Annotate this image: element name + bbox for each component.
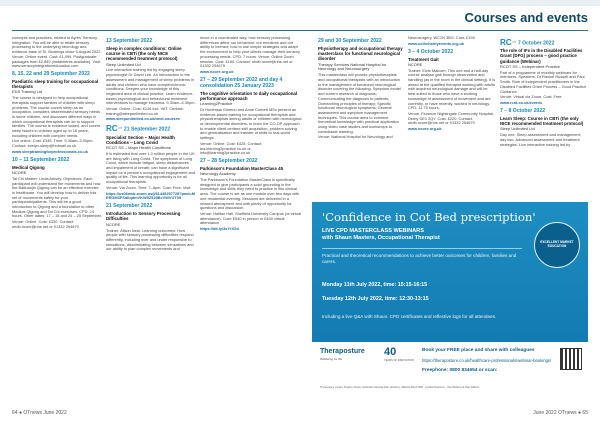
advert-small-print: Theraposture Limited, Kingdom House, Northwick Industrial Park, Westbury, Wiltshire BA13 4WB · Cynthia Pleasance – Paul Williams & Allan Williams bbox=[320, 386, 480, 389]
event-organiser: Neurology Academy bbox=[200, 171, 236, 177]
advert-session-2: Tuesday 12th July 2022, time: 12:30-13:15 bbox=[322, 296, 429, 302]
booking-cta: Book your FREE place and share with colleagues bbox=[422, 348, 535, 353]
event-title: The role of IFs in the Disabled Facilities Grant (DFG) process – good practice guidance (Webinar) bbox=[500, 48, 583, 64]
event-link[interactable]: www.rcot.co.uk/events bbox=[500, 99, 543, 105]
event-date bbox=[106, 125, 196, 133]
event-continuation: concepts and practices, related to Ayres' Sensory Integration. You will be able to relate sensory processing to the underlying neurology and evidence base of SI. Bookings close 5 August 2022. Venue: Online event. Cost: £1,099. Postgraduate packages from £2,849 (instalments available). Visit: www.sensoryintegrationeducation.com bbox=[12, 36, 102, 69]
event-continuation: Neurosurgery, WC1N 3BG. Cost: £195 bbox=[408, 36, 475, 40]
event-item bbox=[200, 78, 302, 156]
anniversary-text: YEARS OF INNOVATION bbox=[384, 359, 414, 362]
event-organiser: Therapy Services National Hospital for Neurology and Neurosurgery bbox=[318, 61, 387, 72]
event-item bbox=[408, 50, 496, 132]
events-column-3 bbox=[200, 36, 302, 396]
event-item bbox=[200, 159, 302, 232]
theraposture-logo: Theraposture bbox=[320, 348, 365, 355]
event-venue: Venue: Via Zoom. Time: 7–8pm. Cost: Free. Visit: bbox=[106, 184, 192, 190]
event-organiser: NCORE bbox=[106, 221, 121, 227]
event-description: Dr Hortensia Gimeno and Anne Corbett MSc present an evidence-based training for occupational therapists and physiotherapists seeing adults or children with neurological or developmental disorders, to learn the CO-OP approach to enable client-centred skill acquisition, problem solving and generalisation and transfer of skills to real-world settings. bbox=[200, 106, 302, 141]
event-description: Day one: Sleep assessment and management; day two: Advanced assessment and treatment strategies. Live interactive training led by bbox=[500, 132, 581, 147]
advert-description: Practical and theoretical recommendations to achieve better outcomes for children, families and carers. bbox=[322, 253, 517, 264]
event-title: Learn Sleep: Course in CBTi (the only NICE recommended treatment protocol) bbox=[500, 115, 584, 126]
award-badge-icon bbox=[534, 222, 580, 268]
event-venue: Live online. Cost: £345. Time: 9.30am–3.00pm. Contact: evelyn-sleep@hotmail.co.uk bbox=[12, 138, 94, 149]
event-description: The course is designed to help occupational therapists support families of children with sleep problems. The course covers sleep as an occupation, considers disseminated sensory needs in some children, and discusses different ways in which occupational therapists can do to support families. The course is evidence based, and covers sleep issues in children aged up to 16 years, including children with complex needs. bbox=[12, 95, 101, 138]
event-title: The cognitive orientation to daily occupational performance approach bbox=[200, 90, 298, 101]
freephone-number: Freephone: 0800 834654 or scan: bbox=[422, 368, 498, 373]
anniversary-number: 40 bbox=[384, 346, 397, 358]
event-date: 27 – 29 September 2022 and day 4 consolidation 25 January 2023 bbox=[200, 76, 283, 89]
event-organiser: EDS Training Ltd bbox=[12, 89, 43, 95]
event-organiser: NCORE bbox=[408, 61, 423, 67]
event-continuation: move in a coordinated way; how sensory processing differences affect our behaviour, our emotions and our ability to interact; how to use simple strategies and adapt the environment to help your clients manage their sensory processing needs. CPD: 7 hours. Venue: Online Zoom session. Cost: £160. Contact: uhdb.ncore@nhs.net or 01332 254679 bbox=[200, 36, 300, 69]
event-item bbox=[318, 39, 404, 140]
header-bar bbox=[0, 0, 600, 6]
event-organiser: RCOT SS – Major Health Conditions bbox=[106, 145, 171, 151]
event-venue: Venue: Florence Nightingale Community Hospital, Derby DE1 2QY. Cost: £220. Contact: uhdb.ncore@nhs.net or 01332 254679 bbox=[408, 110, 494, 126]
event-link[interactable]: www.sleepunlimited.co.uk/next-courses bbox=[106, 116, 180, 122]
events-column-1 bbox=[12, 36, 102, 396]
event-organiser: Learning2Practice bbox=[200, 101, 233, 107]
event-organiser: Sleep Unlimited Ltd bbox=[106, 61, 141, 67]
event-date: 29 and 30 September 2022 bbox=[318, 38, 382, 44]
event-organiser: Sleep Unlimited Ltd bbox=[500, 126, 535, 132]
advert-note: Including a live Q&A with Shaun. CPD certificates and reflective logs for all attendees. bbox=[322, 314, 497, 319]
event-venue: Venue: Online. Cost: £126 incl. VAT. Contact: training@sleepunlimited.co.uk bbox=[106, 106, 184, 116]
event-description: Trainer: Alison Neal. Learning outcomes: How people with sensory processing difficulties respond differently, including over and under responsive to sensations, discriminating between sensations and our ability to plan complex movements and bbox=[106, 227, 194, 252]
event-title: Specialist Section – Major Health Conditions – Long Covid bbox=[106, 134, 175, 145]
event-link[interactable]: www.sleeptrainingforprofessionals.co.uk bbox=[12, 148, 88, 154]
event-date: 3 – 4 October 2022 bbox=[408, 48, 454, 55]
event-organiser: NCORE bbox=[12, 169, 27, 175]
events-column-4 bbox=[318, 36, 404, 200]
event-item bbox=[500, 109, 588, 147]
logo-tagline: Wellbeing for life bbox=[320, 357, 343, 361]
event-link[interactable]: www.ncore.org.uk bbox=[408, 126, 442, 132]
event-link[interactable]: www.uclhcharityevents.org.uk bbox=[408, 40, 465, 46]
rcot-logo-icon: RC OT bbox=[500, 38, 516, 47]
event-title: Paediatric sleep training for occupational therapists bbox=[12, 78, 99, 90]
events-column-2 bbox=[106, 36, 196, 396]
event-date: 8, 15, 22 and 29 September 2022 bbox=[12, 70, 90, 77]
page-footer-left: 64 ● OTnews June 2022 bbox=[12, 410, 67, 416]
event-title: Parkinson's Foundation MasterClass 45 bbox=[200, 165, 284, 171]
event-description: Live interactive training led by engaging sleep psychologist Dr David Lee. An introduction to the assessment and management of sleep problems in adults and children who have complex/chronic conditions. Deepen your knowledge of this neglected area of clinical practice. Learn evidence-based psychological and behavioural treatment interventions to manage insomnia. 9.30am–4.30pm. bbox=[106, 67, 196, 106]
event-item bbox=[12, 158, 102, 230]
qr-code-icon[interactable] bbox=[560, 348, 582, 370]
event-item bbox=[106, 204, 196, 252]
page-footer-right: June 2022 OTnews ● 65 bbox=[533, 410, 588, 416]
event-date: 21 September 2022 bbox=[106, 203, 153, 210]
event-organiser: RCOT SS – Independent Practice bbox=[500, 63, 560, 69]
events-column-5 bbox=[408, 36, 496, 200]
event-title: Introduction to Sensory Processing Difficulties bbox=[106, 211, 181, 222]
title-divider bbox=[12, 30, 588, 31]
event-date-text: 21 September 2022 bbox=[123, 126, 171, 133]
event-date: 13 September 2022 bbox=[106, 38, 153, 44]
event-description: Tai Chi Master: Linda Arksey. Objectives: Each participant will understand the movements and how the Baduanjin Qigong can be an effective exercise in healthcare. You will develop how to deliver this set of movements safely for your participants/patients. This will be a good introduction to Qigong and a foundation to other Medical Qigong and Tai Chi exercises. CPD: 24 hours. Other dates: 17 – 18 and 24 – 25 September. bbox=[12, 175, 102, 219]
event-venue: Venue: Virtual via Zoom. Cost: Free bbox=[500, 94, 562, 100]
event-title: Treatment Gait bbox=[408, 56, 439, 62]
event-description: The Parkinson's Foundation MasterClass is specifically designed to give participants a solid grounding in the knowledge and skills they need to practice in this clinical area. The course is set as one module over two days with one residential evening. Sessions are delivered in a relaxed atmosphere and with plenty of opportunity for questions and discussion. bbox=[200, 177, 300, 211]
event-title: Physiotherapy and occupational therapy masterclass for functional neurological disorder bbox=[318, 45, 403, 62]
advert-subtitle: LIVE CPD MASTERCLASS WEBINARS with Shaun Masters, Occupational Therapist bbox=[322, 228, 440, 241]
page-title: Courses and events bbox=[464, 10, 588, 25]
event-description: Part of a programme of monthly webinars for members. Speakers: Dr Rachel Russell and Paul Smith. Role of independent practitioners in the Disabled Facilities Grant Process – Good Practice Guidance. bbox=[500, 69, 587, 94]
booking-link[interactable]: https://theraposture.co.uk/healthcare-professionals/webinar-bookings/ bbox=[422, 358, 552, 363]
event-description: It is estimated that over 1.3 million people in the UK are living with Long Covid. The symptoms of Long Covid, which include fatigue, sleep disturbances and impairment of breath, can have a significant impact on a person's occupational engagement and quality of life. This learning opportunity is for all occupational therapists. bbox=[106, 150, 195, 185]
award-badge-text: EXCELLENT MARKET EDUCATION bbox=[540, 240, 574, 248]
advert-title: 'Confidence in Cot Bed prescription' bbox=[322, 210, 536, 224]
event-venue: Venue: Online. Cost: £425. Contact: lea.learning2practice.co.uk or info@learning2practice.co.uk bbox=[200, 140, 263, 156]
event-venue: Venue: Halifax Hall, Sheffield University Campus (or virtual attendance). Cost: £540 in person or £400 virtual attendance bbox=[200, 210, 302, 226]
event-date: 10 – 11 September 2022 bbox=[12, 156, 70, 163]
theraposture-advert[interactable] bbox=[312, 202, 588, 404]
advert-divider bbox=[322, 248, 522, 249]
event-link[interactable]: https://bit.ly/3xYrX2d bbox=[200, 226, 239, 232]
events-column-6 bbox=[500, 36, 588, 200]
event-date: 27 – 28 September 2022 bbox=[200, 157, 258, 164]
event-item bbox=[106, 125, 196, 201]
rcot-logo-icon: RC OT bbox=[106, 124, 122, 134]
event-venue: Venue: National Hospital for Neurology and bbox=[318, 134, 393, 140]
event-description: Trainer: Elcie Malcom. This one and a half-day course analyse gait through observation and handling (as in the room in the clinical setting). It is aimed at the qualified therapist working with adults with acquired neurological damage and will be best suited to those who have a working knowledge of assessment of movement and are currently, or have recently, worked in neurology. CPD: 11.75 hours. bbox=[408, 67, 496, 111]
event-item bbox=[12, 72, 102, 155]
advert-session-1: Monday 11th July 2022, time: 15:15-16:15 bbox=[322, 282, 428, 288]
event-item bbox=[500, 39, 588, 106]
event-date: 7 – 8 October 2022 bbox=[500, 107, 546, 114]
event-venue: Venue: Online. Cost: £330. Contact: uhdb.ncore@nhs.net or 01332 254679 bbox=[12, 219, 79, 229]
event-title: Medical Qigong bbox=[12, 164, 45, 170]
event-link[interactable]: www.ncore.org.uk bbox=[200, 68, 234, 74]
event-description: This masterclass will provide physiotherapists and occupational therapists with an introduction to the management of functional neurological disorder covering the following: Symptom model and current research of diagnosis; Communicating the diagnosis to patients; Overarching principles of therapy; Specific functional neurological symptoms; General assessment and symptom management techniques. This course aims to combine theoretical knowledge with practical application using video case studies and workshops to consolidate learning. bbox=[318, 72, 401, 134]
event-title: Sleep in complex conditions: Online course in CBTi (the only NICE recommended treatment protocol) bbox=[106, 45, 182, 62]
event-date-text: 7 October 2022 bbox=[517, 40, 555, 47]
event-item bbox=[106, 39, 196, 122]
event-date bbox=[500, 39, 588, 47]
event-link[interactable]: https://us06web.zoom.us/j/81445257728?pwd=MERGM3FSdllqdmVKW5Z525BcVWVUT09 bbox=[106, 190, 195, 201]
